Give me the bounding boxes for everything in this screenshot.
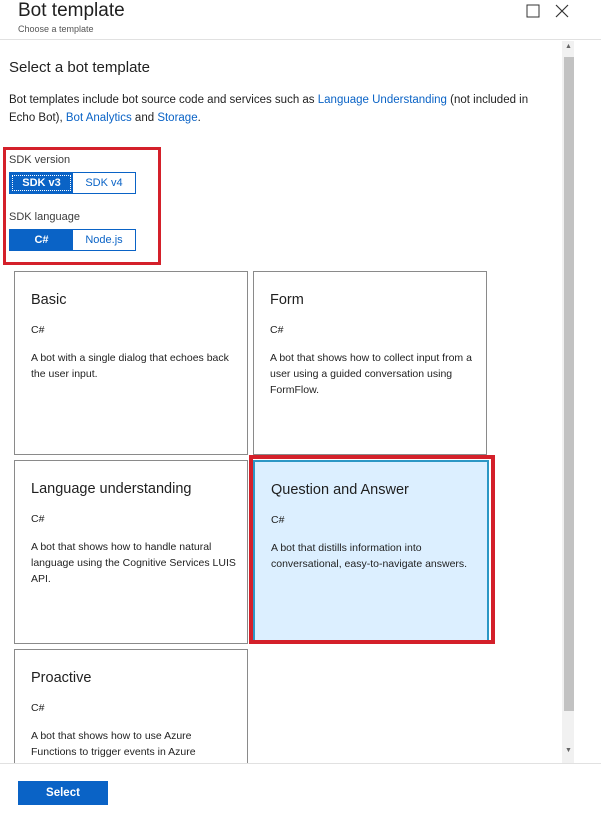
desc-text-3: and	[131, 112, 158, 124]
card-language: C#	[271, 514, 285, 526]
template-card-language-understanding[interactable]	[14, 460, 248, 644]
card-language: C#	[270, 324, 284, 336]
section-title: Select a bot template	[9, 59, 150, 76]
card-language: C#	[31, 702, 45, 714]
scroll-up-arrow-icon[interactable]: ▲	[565, 43, 572, 50]
card-title: Form	[270, 292, 304, 308]
blade-content	[0, 41, 560, 763]
card-language: C#	[31, 324, 45, 336]
vertical-scrollbar[interactable]	[562, 41, 574, 763]
sdk-v4-option[interactable]: SDK v4	[73, 173, 135, 193]
template-description	[9, 91, 549, 127]
blade-footer	[0, 763, 601, 819]
nodejs-option[interactable]: Node.js	[73, 230, 135, 250]
card-language: C#	[31, 513, 45, 525]
card-title: Language understanding	[31, 481, 192, 497]
sdk-highlight-box	[3, 147, 161, 265]
scrollbar-thumb[interactable]	[564, 57, 574, 711]
card-description: A bot that distills information into conversational, easy-to-navigate answers.	[271, 542, 468, 570]
template-card-basic[interactable]	[14, 271, 248, 455]
sdk-v3-option[interactable]: SDK v3	[10, 173, 73, 193]
language-understanding-link[interactable]: Language Understanding	[317, 94, 447, 106]
close-icon[interactable]	[554, 3, 570, 19]
desc-text-1: Bot templates include bot source code and services such as	[9, 94, 318, 106]
sdk-version-label: SDK version	[9, 154, 71, 166]
scroll-down-arrow-icon[interactable]: ▼	[565, 747, 572, 754]
card-title: Question and Answer	[271, 482, 409, 498]
storage-link[interactable]: Storage	[157, 112, 198, 124]
desc-text-2: (not included in Echo Bot),	[9, 94, 529, 124]
card-title: Basic	[31, 292, 67, 308]
blade-title: Bot template	[18, 0, 125, 21]
blade-subtitle: Choose a template	[18, 24, 94, 34]
qa-highlight-box	[249, 455, 495, 644]
template-card-form[interactable]	[253, 271, 487, 455]
card-description: A bot with a single dialog that echoes back the user input.	[31, 352, 229, 380]
card-description: A bot that shows how to collect input from a user using a guided conversation using FormFlow.	[270, 352, 472, 396]
sdk-language-label: SDK language	[9, 211, 80, 223]
card-description: A bot that shows how to use Azure Functions to trigger events in Azure	[31, 730, 196, 758]
template-card-proactive[interactable]	[14, 649, 248, 763]
card-title: Proactive	[31, 670, 92, 686]
blade-header	[0, 0, 601, 40]
card-description: A bot that shows how to handle natural language using the Cognitive Services LUIS API.	[31, 541, 236, 585]
select-button[interactable]: Select	[18, 781, 108, 805]
desc-text-4: .	[197, 112, 201, 124]
bot-analytics-link[interactable]: Bot Analytics	[65, 112, 132, 124]
maximize-icon[interactable]	[525, 3, 541, 19]
csharp-option[interactable]: C#	[10, 230, 73, 250]
